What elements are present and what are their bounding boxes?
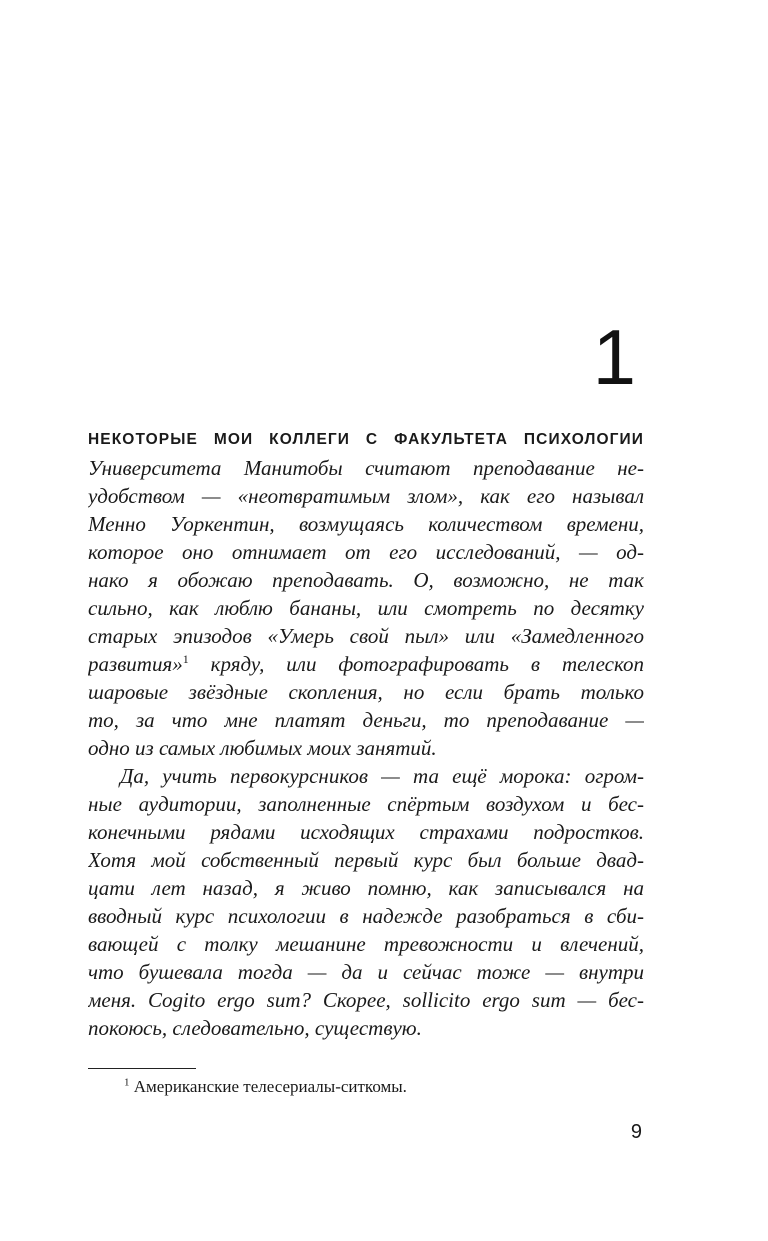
page-number: 9 [630, 1121, 642, 1143]
footnote-marker: 1 [124, 1076, 130, 1089]
text-line: шаровые звёздные скопления, но если брать только [88, 680, 644, 704]
text-line: конечными рядами исходящих страхами подростков. [88, 820, 644, 844]
text-line: Менно Уоркентин, возмущаясь количеством времени, [88, 512, 644, 536]
text-line: что бушевала тогда — да и сейчас тоже — внутри [88, 960, 644, 984]
text-line: нако я обожаю преподавать. О, возможно, не так [88, 568, 644, 592]
text-line: сильно, как люблю бананы, или смотреть по десятку [88, 596, 644, 620]
chapter-number: 1 [592, 313, 636, 401]
footnote-text: Американские телесериалы-ситкомы. [133, 1077, 407, 1096]
lead-in-caps: НЕКОТОРЫЕ МОИ КОЛЛЕГИ С ФАКУЛЬТЕТА ПСИХОЛОГИИ [88, 431, 644, 448]
text-line: одно из самых любимых моих занятий. [88, 736, 437, 760]
footnote-ref: 1 [182, 652, 189, 666]
text-line: удобством — «неотвратимым злом», как его называл [88, 484, 644, 508]
body-text [88, 426, 644, 1042]
text-line: вводный курс психологии в надежде разобраться в сби- [88, 904, 644, 928]
text-line: Университета Манитобы считают преподавание не- [88, 456, 644, 480]
text-line-with-footnote [88, 650, 644, 678]
text-line: ные аудитории, заполненные спёртым воздухом и бес- [88, 792, 644, 816]
text-line: старых эпизодов «Умерь свой пыл» или «Замедленного [88, 624, 644, 648]
footnote-divider [88, 1068, 196, 1069]
text-line: Да, учить первокурсников — та ещё морока: огром- [120, 764, 644, 788]
text-line: которое оно отнимает от его исследований, — од- [88, 540, 644, 564]
text-line: Хотя мой собственный первый курс был больше двад- [88, 848, 644, 872]
footnote [124, 1076, 407, 1098]
text-line: покоюсь, следовательно, существую. [88, 1016, 422, 1040]
text-line: то, за что мне платят деньги, то преподавание — [88, 708, 644, 732]
text-line: вающей с толку мешанине тревожности и влечений, [88, 932, 644, 956]
text-line: меня. Cogito ergo sum? Скорее, sollicito ergo sum — бес- [88, 988, 644, 1012]
text-line: цати лет назад, я живо помню, как записывался на [88, 876, 644, 900]
text-fragment: кряду, или фотографировать в телескоп [188, 652, 644, 676]
text-fragment: развития» [88, 652, 183, 676]
